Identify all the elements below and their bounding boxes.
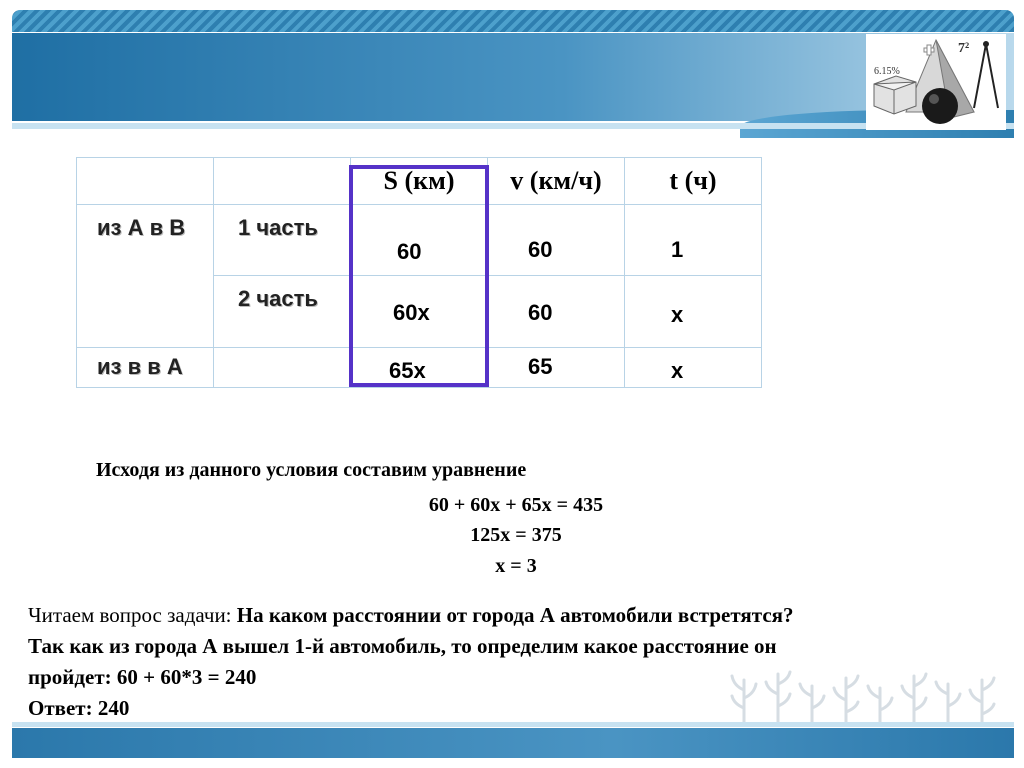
header-time: t (ч) [625, 158, 762, 205]
row-part2-label-cell [214, 276, 351, 348]
row-part1-label-cell [214, 205, 351, 276]
equation-line-3: x = 3 [495, 555, 537, 577]
value-part2-v: 60 [528, 300, 553, 325]
value-part2-t: x [671, 302, 684, 327]
header-divider [12, 123, 1014, 129]
cell-part2-v [488, 276, 625, 348]
row-part2-label: 2 часть [238, 286, 318, 311]
question-text: На каком расстоянии от города А автомобили встретятся? [236, 603, 794, 627]
reasoning-line-1: Так как из города А вышел 1-й автомобиль, то определим какое расстояние он [28, 634, 777, 658]
cell-ba-v [488, 348, 625, 388]
cell-part2-t [625, 276, 762, 348]
cell-ba-t [625, 348, 762, 388]
cell-part1-v [488, 205, 625, 276]
value-part1-t: 1 [671, 237, 684, 262]
value-ba-s: 65x [389, 358, 426, 383]
plant-decoration [730, 668, 1010, 729]
header-stripe [12, 10, 1014, 32]
value-ba-t: x [671, 358, 684, 383]
intro-text: Исходя из данного условия составим уравнение [96, 459, 527, 481]
value-ba-v: 65 [528, 354, 553, 379]
row-ba-label-cell [77, 348, 214, 388]
question-line [28, 600, 988, 631]
row-ba-empty-cell [214, 348, 351, 388]
row-ba-label: из в в А [97, 354, 183, 379]
value-part1-s: 60 [397, 239, 422, 264]
answer-line: Ответ: 240 [28, 696, 130, 720]
plant-sprouts-icon [730, 668, 1010, 724]
header-speed: v (км/ч) [488, 158, 625, 205]
equation-line-1: 60 + 60x + 65x = 435 [428, 494, 604, 516]
equation-line-2: 125x = 375 [470, 524, 562, 546]
table-header-empty-1 [77, 158, 214, 205]
distance-column-highlight [349, 165, 489, 387]
logo-label-a: 6.15% [874, 66, 900, 77]
question-prefix: Читаем вопрос задачи: [28, 603, 237, 627]
header-band [12, 33, 1014, 121]
value-part2-s: 60x [393, 300, 430, 325]
logo-label-b: 7² [958, 41, 970, 56]
cell-part1-t [625, 205, 762, 276]
reasoning-line-2: пройдет: 60 + 60*3 = 240 [28, 665, 257, 689]
row-part1-label: 1 часть [238, 215, 318, 240]
geometry-shapes-icon [866, 34, 1006, 130]
table-header-empty-2 [214, 158, 351, 205]
footer-band [12, 728, 1014, 758]
geometry-logo [866, 34, 1006, 130]
header-distance: S (км) [351, 158, 488, 205]
footer-divider [12, 722, 1014, 727]
value-part1-v: 60 [528, 237, 553, 262]
row-ab-label: из А в В [97, 215, 186, 240]
row-ab-label-cell [77, 205, 214, 348]
